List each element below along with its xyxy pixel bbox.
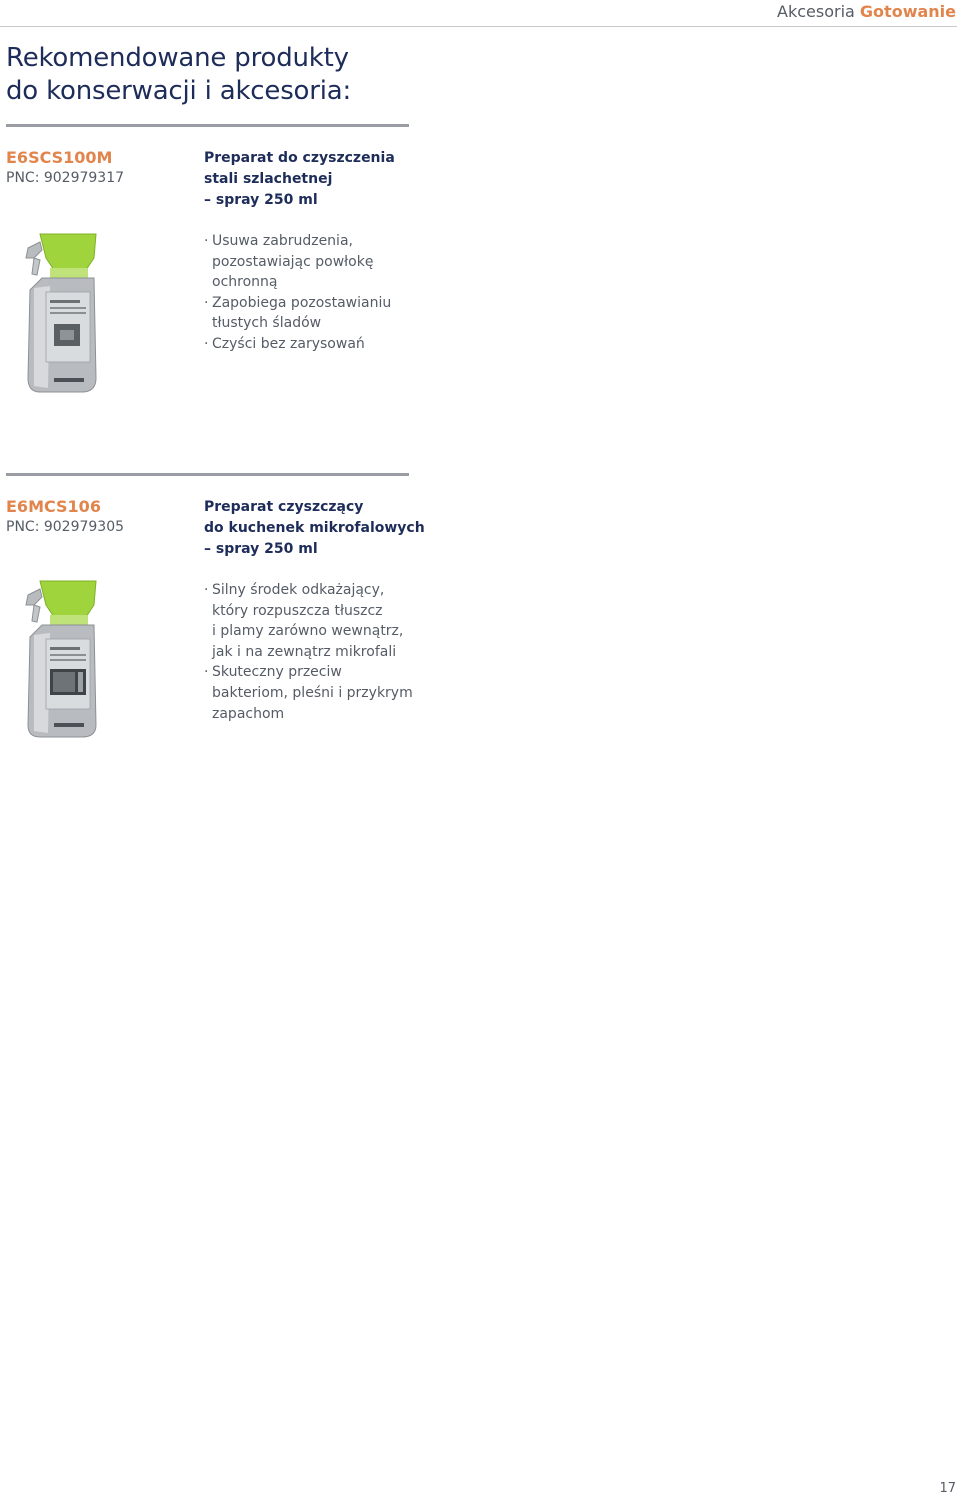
feature-line: · Czyści bez zarysowań [212,335,365,352]
microwave-cleaner-spray-bottle-icon [20,575,110,741]
product-name [204,497,425,560]
product-card-e6scs100m [0,124,420,414]
product-name-line: do kuchenek mikrofalowych [204,520,425,536]
steel-cleaner-spray-bottle-icon [20,228,110,396]
product-card-e6mcs106 [0,473,425,763]
product-name-line: stali szlachetnej [204,171,333,187]
feature-item [204,231,391,293]
product-divider [6,124,409,127]
product-features [204,231,391,355]
header-divider [0,26,957,27]
feature-line: · Silny środek odkażający, [212,582,385,598]
feature-item [204,293,391,334]
feature-line: · Usuwa zabrudzenia, [212,233,353,249]
feature-line: który rozpuszcza tłuszcz [212,602,383,619]
product-code: E6MCS106 [6,497,101,516]
feature-line: bakteriom, pleśni i przykrym [212,684,413,701]
header-section-accent: Gotowanie [859,2,956,21]
page-title-line-2: do konserwacji i akcesoria: [6,76,352,106]
page-title [6,42,426,108]
feature-line: i plamy zarówno wewnątrz, [212,623,404,640]
product-name-line: Preparat czyszczący [204,499,364,515]
header-section-title [777,2,956,21]
feature-line: ochronną [212,274,278,291]
header-section-label: Akcesoria [777,2,855,21]
feature-line: tłustych śladów [212,315,322,332]
feature-line: pozostawiając powłokę [212,253,374,270]
product-features [204,580,413,724]
page-title-line-1: Rekomendowane produkty [6,43,349,73]
product-divider [6,473,409,476]
product-name [204,148,395,211]
product-name-line: – spray 250 ml [204,541,318,557]
product-code: E6SCS100M [6,148,113,167]
product-pnc: PNC: 902979305 [6,519,125,535]
product-name-line: Preparat do czyszczenia [204,150,395,166]
page-number: 17 [939,1481,956,1496]
feature-line: jak i na zewnątrz mikrofali [212,643,397,660]
product-pnc: PNC: 902979317 [6,170,125,186]
feature-item [204,580,413,662]
feature-line: zapachom [212,705,285,722]
feature-line: · Zapobiega pozostawianiu [212,294,392,311]
feature-item [204,662,413,724]
product-name-line: – spray 250 ml [204,192,318,208]
feature-item [204,334,391,355]
feature-line: · Skuteczny przeciw [212,664,342,681]
